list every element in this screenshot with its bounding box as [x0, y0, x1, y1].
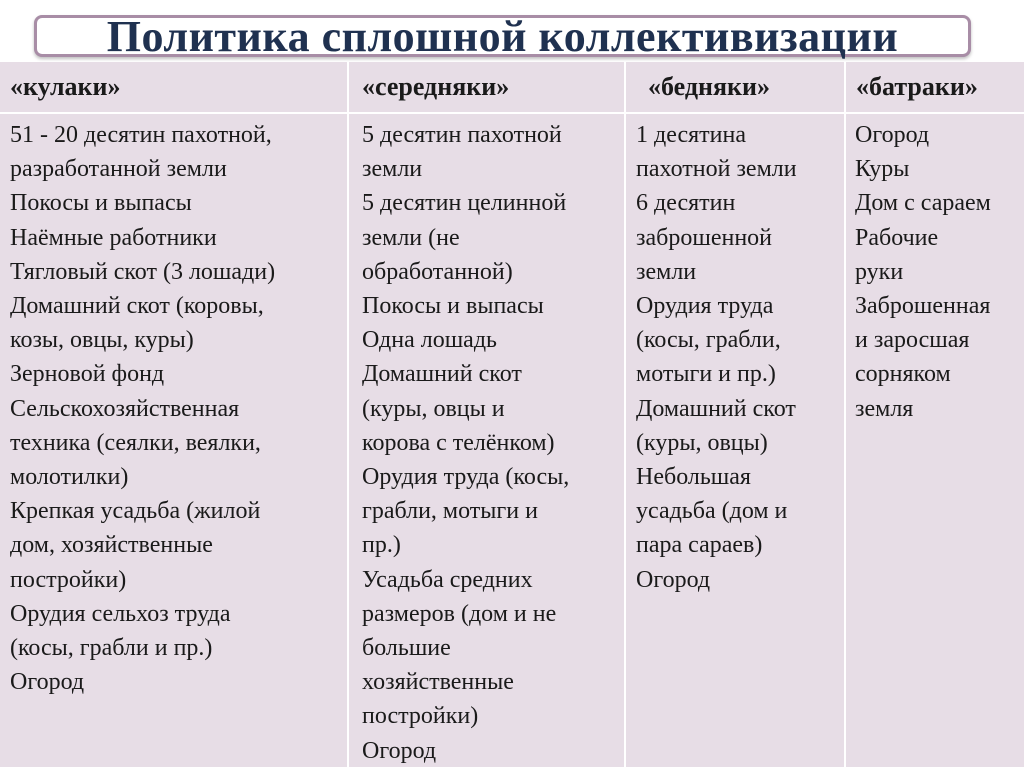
cell-line: пр.)	[362, 532, 401, 559]
comparison-table	[0, 62, 1024, 767]
header-bednyaki	[648, 62, 770, 112]
cell-line: Тягловый скот (3 лошади)	[10, 258, 276, 285]
cell-line: Покосы и выпасы	[362, 293, 544, 320]
cell-batraki	[855, 118, 991, 426]
cell-line: Домашний скот	[636, 395, 796, 422]
header-label: «бедняки»	[648, 72, 771, 101]
cell-line: Орудия труда (косы,	[362, 464, 570, 491]
cell-line: 6 десятин	[636, 190, 736, 217]
cell-line: Заброшенная	[855, 293, 991, 320]
cell-line: Небольшая	[636, 464, 751, 491]
cell-line: пахотной земли	[636, 156, 797, 183]
cell-line: 1 десятина	[636, 122, 746, 148]
page-title: Политика сплошной коллективизации	[106, 12, 899, 61]
cell-line: дом, хозяйственные	[10, 532, 213, 559]
cell-line: молотилки)	[10, 464, 129, 491]
cell-line: 51 - 20 десятин пахотной,	[10, 122, 272, 148]
cell-line: мотыги и пр.)	[636, 361, 776, 388]
cell-line: руки	[855, 258, 904, 285]
cell-line: земля	[855, 395, 914, 422]
cell-line: и заросшая	[855, 327, 970, 354]
cell-line: грабли, мотыги и	[362, 498, 538, 525]
cell-line: Домашний скот	[362, 361, 522, 388]
cell-line: Орудия сельхоз труда	[10, 600, 231, 627]
column-divider	[844, 62, 846, 767]
cell-bednyaki	[636, 118, 797, 597]
cell-line: Рабочие	[855, 224, 939, 251]
cell-line: Покосы и выпасы	[10, 190, 192, 217]
cell-line: Сельскохозяйственная	[10, 395, 240, 422]
cell-line: сорняком	[855, 361, 951, 388]
cell-line: разработанной земли	[10, 156, 227, 183]
cell-line: Дом с сараем	[855, 190, 991, 217]
header-label: «кулаки»	[10, 72, 121, 101]
cell-line: размеров (дом и не	[362, 600, 557, 627]
header-serednyaki	[362, 62, 509, 112]
cell-line: усадьба (дом и	[636, 498, 788, 525]
cell-line: земли	[362, 156, 423, 183]
cell-line: земли	[636, 258, 697, 285]
cell-line: большие	[362, 635, 451, 662]
cell-line: пара сараев)	[636, 532, 763, 559]
cell-line: хозяйственные	[362, 669, 514, 696]
cell-line: Домашний скот (коровы,	[10, 293, 264, 320]
cell-line: Огород	[10, 669, 85, 696]
cell-kulaki	[10, 118, 275, 699]
cell-line: постройки)	[362, 703, 479, 730]
column-divider	[624, 62, 626, 767]
header-kulaki	[10, 62, 121, 112]
cell-line: козы, овцы, куры)	[10, 327, 194, 354]
cell-line: Зерновой фонд	[10, 361, 165, 388]
header-separator	[0, 112, 1024, 114]
cell-line: Огород	[362, 737, 437, 764]
cell-line: 5 десятин целинной	[362, 190, 567, 217]
cell-line: заброшенной	[636, 224, 773, 251]
cell-line: Наёмные работники	[10, 224, 217, 251]
cell-line: Одна лошадь	[362, 327, 497, 354]
cell-serednyaki	[362, 118, 569, 768]
cell-line: корова с телёнком)	[362, 429, 555, 456]
cell-line: 5 десятин пахотной	[362, 122, 562, 148]
cell-line: (косы, грабли и пр.)	[10, 635, 213, 662]
title-banner	[34, 12, 971, 61]
cell-line: Огород	[636, 566, 711, 593]
header-label: «батраки»	[856, 72, 978, 101]
cell-line: (куры, овцы и	[362, 395, 505, 422]
cell-line: земли (не	[362, 224, 460, 251]
cell-line: Орудия труда	[636, 293, 774, 320]
cell-line: Огород	[855, 122, 930, 148]
header-batraki	[856, 62, 978, 112]
cell-line: постройки)	[10, 566, 127, 593]
cell-line: (косы, грабли,	[636, 327, 781, 354]
cell-line: Крепкая усадьба (жилой	[10, 498, 261, 525]
cell-line: обработанной)	[362, 258, 513, 285]
header-label: «середняки»	[362, 72, 510, 101]
cell-line: Куры	[855, 156, 910, 183]
cell-line: Усадьба средних	[362, 566, 533, 593]
column-divider	[347, 62, 349, 767]
cell-line: техника (сеялки, веялки,	[10, 429, 261, 456]
cell-line: (куры, овцы)	[636, 429, 768, 456]
